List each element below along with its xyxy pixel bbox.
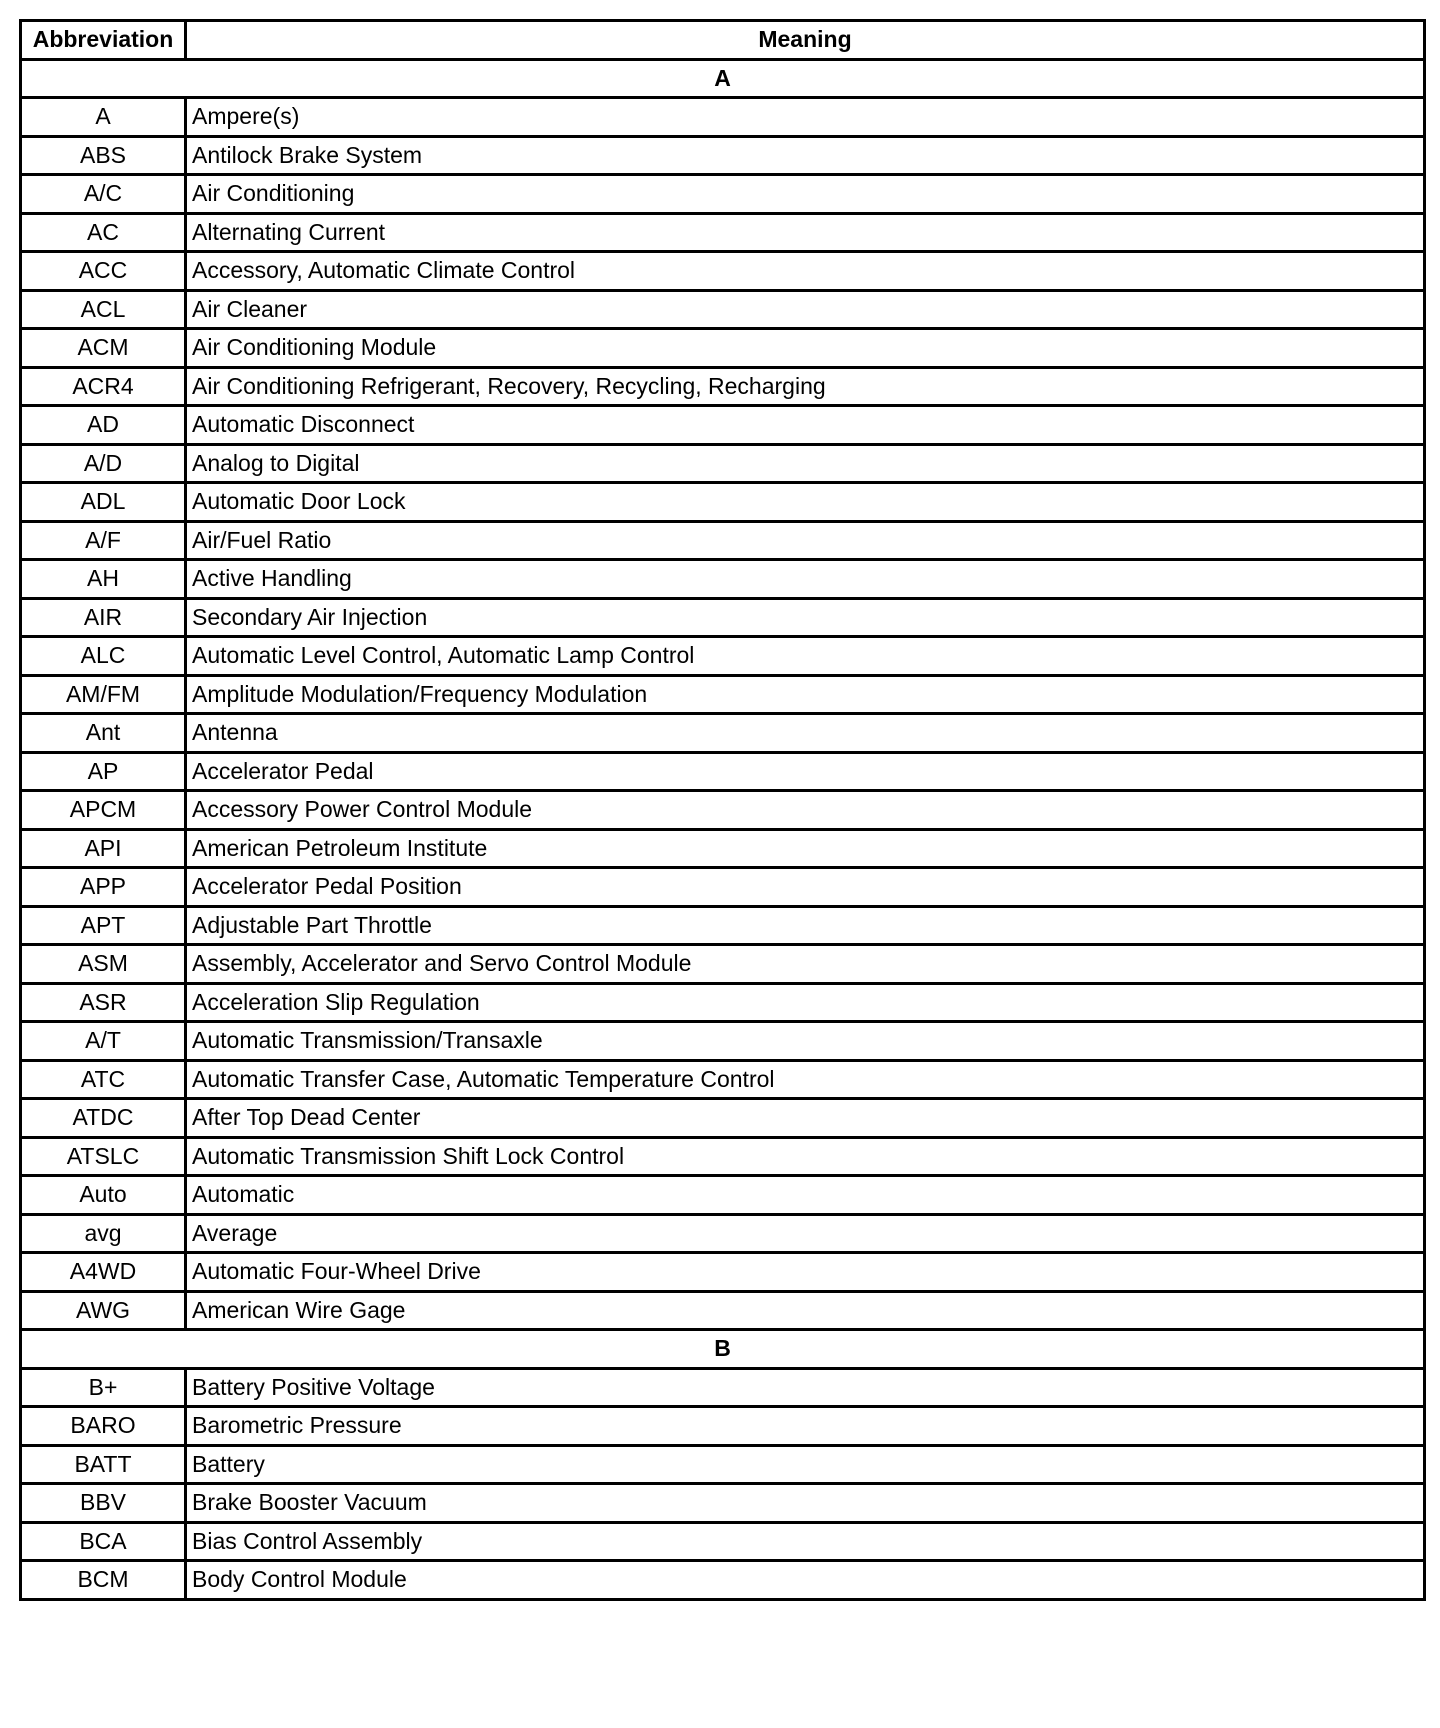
meaning-cell: Amplitude Modulation/Frequency Modulation — [186, 675, 1425, 714]
meaning-cell: After Top Dead Center — [186, 1099, 1425, 1138]
meaning-column-header: Meaning — [186, 21, 1425, 60]
meaning-cell: American Petroleum Institute — [186, 829, 1425, 868]
meaning-cell: Brake Booster Vacuum — [186, 1484, 1425, 1523]
table-row — [21, 406, 1425, 445]
abbreviation-cell: ALC — [21, 637, 186, 676]
abbreviation-cell: A/T — [21, 1022, 186, 1061]
abbreviation-cell: A/D — [21, 444, 186, 483]
table-row — [21, 1561, 1425, 1600]
meaning-cell: Bias Control Assembly — [186, 1522, 1425, 1561]
abbreviation-cell: API — [21, 829, 186, 868]
section-row — [21, 59, 1425, 98]
table-row — [21, 444, 1425, 483]
meaning-cell: Air Conditioning Refrigerant, Recovery, Recycling, Recharging — [186, 367, 1425, 406]
table-row — [21, 1291, 1425, 1330]
abbreviation-cell: AP — [21, 752, 186, 791]
meaning-cell: Average — [186, 1214, 1425, 1253]
meaning-cell: Air Conditioning — [186, 175, 1425, 214]
meaning-cell: Secondary Air Injection — [186, 598, 1425, 637]
meaning-cell: Accelerator Pedal Position — [186, 868, 1425, 907]
abbreviation-cell: ADL — [21, 483, 186, 522]
table-row — [21, 983, 1425, 1022]
abbreviation-cell: ATDC — [21, 1099, 186, 1138]
table-body — [21, 59, 1425, 1599]
table-row — [21, 829, 1425, 868]
table-row — [21, 483, 1425, 522]
meaning-cell: Automatic — [186, 1176, 1425, 1215]
abbreviation-cell: Ant — [21, 714, 186, 753]
table-row — [21, 637, 1425, 676]
meaning-cell: Air/Fuel Ratio — [186, 521, 1425, 560]
table-row — [21, 367, 1425, 406]
meaning-cell: Ampere(s) — [186, 98, 1425, 137]
meaning-cell: Automatic Transfer Case, Automatic Temperature Control — [186, 1060, 1425, 1099]
meaning-cell: Adjustable Part Throttle — [186, 906, 1425, 945]
table-row — [21, 1022, 1425, 1061]
meaning-cell: Air Conditioning Module — [186, 329, 1425, 368]
abbreviation-cell: Auto — [21, 1176, 186, 1215]
table-row — [21, 175, 1425, 214]
table-row — [21, 521, 1425, 560]
section-heading: A — [21, 59, 1425, 98]
table-row — [21, 1176, 1425, 1215]
abbreviation-cell: AD — [21, 406, 186, 445]
abbreviation-cell: BATT — [21, 1445, 186, 1484]
abbreviation-cell: ACM — [21, 329, 186, 368]
meaning-cell: Active Handling — [186, 560, 1425, 599]
meaning-cell: Air Cleaner — [186, 290, 1425, 329]
meaning-cell: Analog to Digital — [186, 444, 1425, 483]
abbreviation-cell: AH — [21, 560, 186, 599]
abbreviation-cell: avg — [21, 1214, 186, 1253]
abbreviation-cell: AM/FM — [21, 675, 186, 714]
table-row — [21, 252, 1425, 291]
meaning-cell: Automatic Door Lock — [186, 483, 1425, 522]
table-row — [21, 213, 1425, 252]
table-row — [21, 752, 1425, 791]
table-row — [21, 791, 1425, 830]
meaning-cell: American Wire Gage — [186, 1291, 1425, 1330]
table-row — [21, 1060, 1425, 1099]
table-row — [21, 1522, 1425, 1561]
abbreviation-cell: ATSLC — [21, 1137, 186, 1176]
meaning-cell: Antenna — [186, 714, 1425, 753]
abbreviation-table — [19, 19, 1426, 1601]
table-row — [21, 868, 1425, 907]
table-row — [21, 290, 1425, 329]
table-row — [21, 1137, 1425, 1176]
meaning-cell: Barometric Pressure — [186, 1407, 1425, 1446]
abbreviation-cell: AIR — [21, 598, 186, 637]
abbreviation-cell: AC — [21, 213, 186, 252]
abbreviation-cell: BBV — [21, 1484, 186, 1523]
meaning-cell: Accessory Power Control Module — [186, 791, 1425, 830]
abbreviation-cell: ACC — [21, 252, 186, 291]
meaning-cell: Automatic Transmission Shift Lock Control — [186, 1137, 1425, 1176]
table-row — [21, 329, 1425, 368]
meaning-cell: Acceleration Slip Regulation — [186, 983, 1425, 1022]
abbreviation-cell: ATC — [21, 1060, 186, 1099]
table-row — [21, 136, 1425, 175]
table-row — [21, 1484, 1425, 1523]
abbreviation-cell: A — [21, 98, 186, 137]
meaning-cell: Automatic Four-Wheel Drive — [186, 1253, 1425, 1292]
table-row — [21, 1253, 1425, 1292]
table-row — [21, 1099, 1425, 1138]
abbreviation-cell: BCM — [21, 1561, 186, 1600]
abbreviation-cell: APP — [21, 868, 186, 907]
meaning-cell: Accelerator Pedal — [186, 752, 1425, 791]
abbreviation-cell: BARO — [21, 1407, 186, 1446]
meaning-cell: Automatic Level Control, Automatic Lamp Control — [186, 637, 1425, 676]
meaning-cell: Automatic Transmission/Transaxle — [186, 1022, 1425, 1061]
abbreviation-cell: ASR — [21, 983, 186, 1022]
table-row — [21, 560, 1425, 599]
abbreviation-cell: ASM — [21, 945, 186, 984]
abbreviation-cell: ACL — [21, 290, 186, 329]
section-heading: B — [21, 1330, 1425, 1369]
abbreviation-cell: B+ — [21, 1368, 186, 1407]
table-row — [21, 945, 1425, 984]
meaning-cell: Battery — [186, 1445, 1425, 1484]
table-row — [21, 1445, 1425, 1484]
meaning-cell: Accessory, Automatic Climate Control — [186, 252, 1425, 291]
abbreviation-cell: A4WD — [21, 1253, 186, 1292]
table-row — [21, 906, 1425, 945]
abbreviation-cell: AWG — [21, 1291, 186, 1330]
table-row — [21, 675, 1425, 714]
meaning-cell: Alternating Current — [186, 213, 1425, 252]
meaning-cell: Assembly, Accelerator and Servo Control Module — [186, 945, 1425, 984]
header-row — [21, 21, 1425, 60]
abbreviation-cell: A/C — [21, 175, 186, 214]
abbreviation-cell: BCA — [21, 1522, 186, 1561]
meaning-cell: Battery Positive Voltage — [186, 1368, 1425, 1407]
table-row — [21, 1214, 1425, 1253]
meaning-cell: Antilock Brake System — [186, 136, 1425, 175]
table-row — [21, 98, 1425, 137]
abbreviation-cell: APCM — [21, 791, 186, 830]
abbreviation-cell: ABS — [21, 136, 186, 175]
table-row — [21, 598, 1425, 637]
table-row — [21, 714, 1425, 753]
meaning-cell: Body Control Module — [186, 1561, 1425, 1600]
abbreviation-cell: APT — [21, 906, 186, 945]
abbreviation-cell: ACR4 — [21, 367, 186, 406]
abbreviation-column-header: Abbreviation — [21, 21, 186, 60]
table-row — [21, 1407, 1425, 1446]
abbreviation-cell: A/F — [21, 521, 186, 560]
section-row — [21, 1330, 1425, 1369]
table-row — [21, 1368, 1425, 1407]
meaning-cell: Automatic Disconnect — [186, 406, 1425, 445]
